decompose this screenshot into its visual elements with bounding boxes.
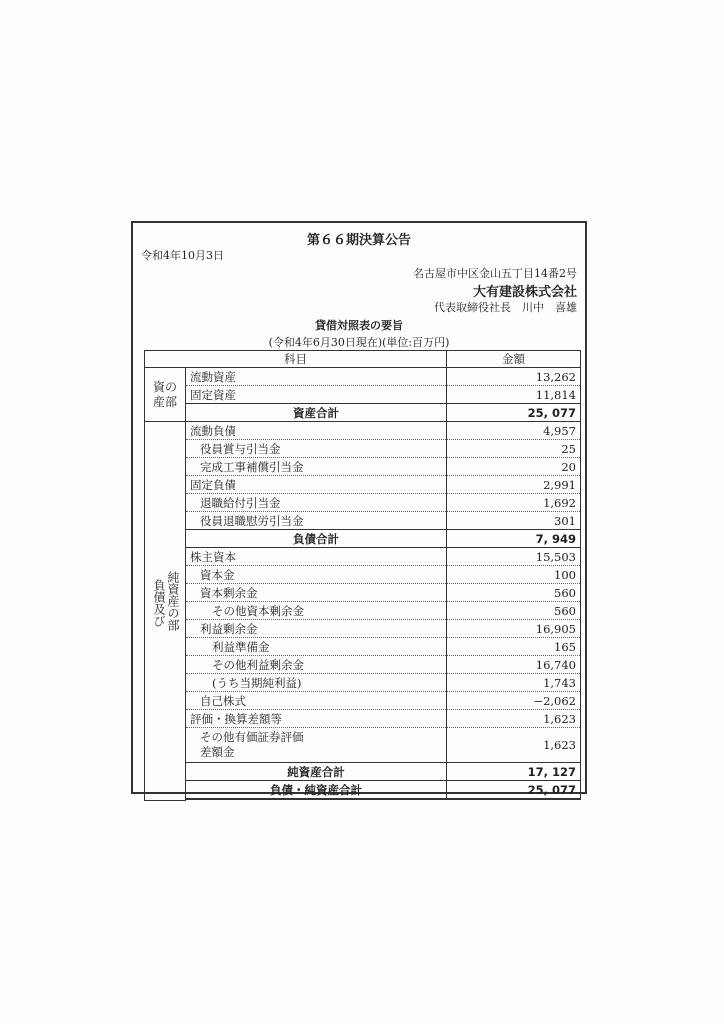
notice-date: 令和4年10月3日 (141, 249, 224, 262)
row-value: 7, 949 (447, 530, 581, 548)
row-value: 13,262 (447, 368, 581, 386)
table-row (145, 710, 581, 728)
company-name: 大有建設株式会社 (472, 285, 577, 300)
table-header-row (145, 351, 581, 368)
row-value: 165 (447, 638, 581, 656)
table-row (145, 584, 581, 602)
row-value: 1,692 (447, 494, 581, 512)
row-value: 301 (447, 512, 581, 530)
row-label: 負債合計 (186, 530, 447, 548)
liab-category-col1: 負債及び (152, 578, 166, 627)
row-value: 1,623 (447, 710, 581, 728)
row-value: 11,814 (447, 386, 581, 404)
row-value: 100 (447, 566, 581, 584)
table-row (145, 566, 581, 584)
table-row (145, 638, 581, 656)
assets-category-line2: 産部 (152, 394, 177, 409)
row-label: 固定負債 (186, 476, 447, 494)
public-notice-frame (131, 221, 587, 797)
liabilities-net-assets-category (145, 422, 186, 801)
row-label: 固定資産 (186, 386, 447, 404)
row-label: 資産合計 (186, 404, 447, 422)
row-label: 純資産合計 (186, 763, 447, 781)
table-row (145, 620, 581, 638)
assets-category (145, 368, 186, 422)
representative: 代表取締役社長 川中 喜雄 (434, 301, 577, 314)
table-row (145, 548, 581, 566)
table-row (145, 512, 581, 530)
row-value: 25, 077 (447, 404, 581, 422)
row-value: 25, 077 (447, 781, 581, 799)
table-row (145, 674, 581, 692)
row-value: 1,743 (447, 674, 581, 692)
table-row (145, 386, 581, 404)
table-row (145, 656, 581, 674)
table-row (145, 602, 581, 620)
row-label: 株主資本 (186, 548, 447, 566)
row-label-line2: 差額金 (200, 745, 235, 759)
row-value: 16,740 (447, 656, 581, 674)
row-label-line1: その他有価証券評価 (200, 730, 304, 744)
row-label: その他利益剰余金 (186, 656, 447, 674)
row-value: 16,905 (447, 620, 581, 638)
row-value: 20 (447, 458, 581, 476)
row-value: 560 (447, 602, 581, 620)
table-row (145, 440, 581, 458)
row-label: 利益準備金 (186, 638, 447, 656)
company-address: 名古屋市中区金山五丁目14番2号 (413, 267, 577, 280)
subject-header: 科目 (145, 351, 447, 368)
balance-sheet-title: 貸借対照表の要旨 (315, 319, 403, 332)
period-unit: (令和4年6月30日現在)(単位:百万円) (268, 336, 450, 349)
row-label: 役員退職慰労引当金 (186, 512, 447, 530)
row-label: 流動資産 (186, 368, 447, 386)
row-label: 役員賞与引当金 (186, 440, 447, 458)
row-label: (うち当期純利益) (186, 674, 447, 692)
table-row (145, 476, 581, 494)
row-value: 15,503 (447, 548, 581, 566)
row-value: 1,623 (447, 728, 581, 763)
row-label: 評価・換算差額等 (186, 710, 447, 728)
row-label (186, 728, 447, 763)
table-row (145, 692, 581, 710)
total-row (145, 530, 581, 548)
row-label: 流動負債 (186, 422, 447, 440)
row-label: 完成工事補償引当金 (186, 458, 447, 476)
filler-row (145, 800, 581, 801)
row-value: 560 (447, 584, 581, 602)
total-row (145, 763, 581, 781)
row-label: 自己株式 (186, 692, 447, 710)
total-row (145, 404, 581, 422)
assets-category-line1: 資の (152, 379, 177, 394)
row-label: その他資本剰余金 (186, 602, 447, 620)
row-label: 資本剰余金 (186, 584, 447, 602)
table-row (145, 728, 581, 763)
amount-header: 金額 (447, 351, 581, 368)
row-value: 2,991 (447, 476, 581, 494)
row-label: 資本金 (186, 566, 447, 584)
liab-category-col2: 純資産の部 (166, 570, 180, 631)
table-row (145, 422, 581, 440)
row-value: 17, 127 (447, 763, 581, 781)
row-label: 利益剰余金 (186, 620, 447, 638)
row-value: 4,957 (447, 422, 581, 440)
table-row (145, 494, 581, 512)
row-label: 負債・純資産合計 (186, 781, 447, 799)
row-label: 退職給付引当金 (186, 494, 447, 512)
row-value: 25 (447, 440, 581, 458)
balance-sheet-table (144, 350, 581, 801)
grand-total-row (145, 781, 581, 799)
row-value: −2,062 (447, 692, 581, 710)
notice-title: 第６６期決算公告 (306, 233, 411, 248)
table-row (145, 368, 581, 386)
table-row (145, 458, 581, 476)
